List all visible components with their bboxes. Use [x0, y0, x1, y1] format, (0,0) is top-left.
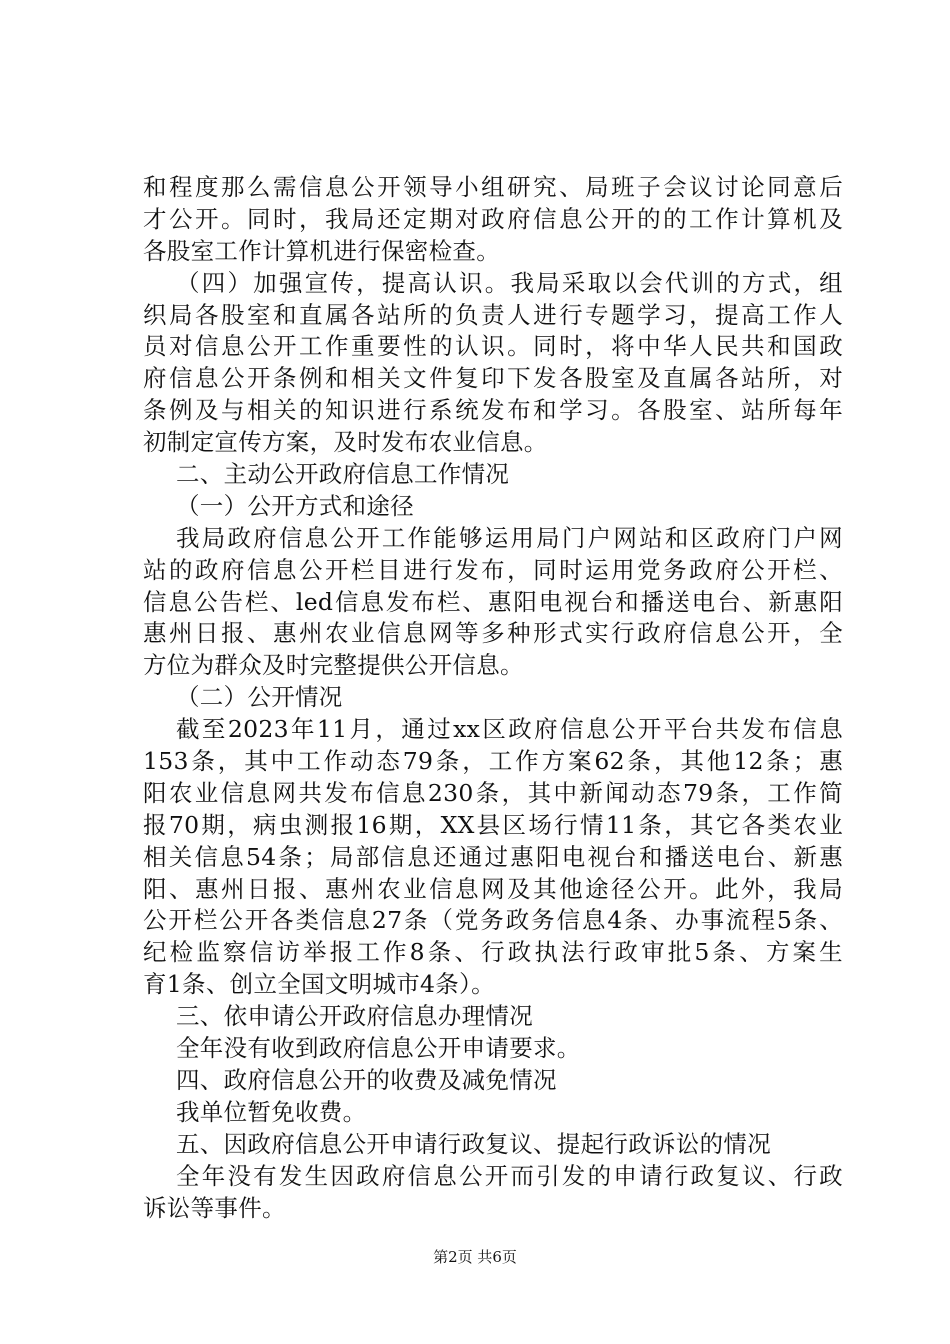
text-line: 相关信息54条；局部信息还通过惠阳电视台和播送电台、新惠: [143, 842, 843, 871]
text-line: 153条，其中工作动态79条，工作方案62条，其他12条；惠: [143, 747, 843, 776]
subsection-heading: （一）公开方式和途径: [176, 491, 414, 520]
text-line: 截至2023年11月，通过xx区政府信息公开平台共发布信息: [176, 715, 843, 744]
text-line: 惠州日报、惠州农业信息网等多种形式实行政府信息公开，全: [143, 619, 843, 648]
section-heading: 三、依申请公开政府信息办理情况: [176, 1002, 533, 1031]
text-line: 府信息公开条例和相关文件复印下发各股室及直属各站所，对: [143, 364, 843, 393]
text-line: （四）加强宣传，提高认识。我局采取以会代训的方式，组: [176, 268, 843, 297]
text-line: 公开栏公开各类信息27条（党务政务信息4条、办事流程5条、: [143, 906, 843, 935]
text-line: 阳农业信息网共发布信息230条，其中新闻动态79条，工作简: [143, 778, 843, 807]
text-line: 才公开。同时，我局还定期对政府信息公开的的工作计算机及: [143, 204, 843, 233]
subsection-heading: （二）公开情况: [176, 683, 343, 712]
text-line: 报70期，病虫测报16期，XX县区场行情11条，其它各类农业: [143, 810, 843, 839]
text-line: 阳、惠州日报、惠州农业信息网及其他途径公开。此外，我局: [143, 874, 843, 903]
text-line: 全年没有发生因政府信息公开而引发的申请行政复议、行政: [176, 1161, 843, 1190]
text-line: 初制定宣传方案，及时发布农业信息。: [143, 428, 548, 457]
text-line: 信息公告栏、led信息发布栏、惠阳电视台和播送电台、新惠阳: [143, 587, 843, 616]
text-line: 各股室工作计算机进行保密检查。: [143, 236, 500, 265]
text-line: 方位为群众及时完整提供公开信息。: [143, 651, 524, 680]
text-line: 和程度那么需信息公开领导小组研究、局班子会议讨论同意后: [143, 173, 843, 201]
section-heading: 五、因政府信息公开申请行政复议、提起行政诉讼的情况: [176, 1129, 771, 1158]
text-line: 员对信息公开工作重要性的认识。同时，将中华人民共和国政: [143, 332, 843, 361]
text-line: 我局政府信息公开工作能够运用局门户网站和区政府门户网: [176, 523, 843, 552]
text-line: 纪检监察信访举报工作8条、行政执法行政审批5条、方案生: [143, 938, 843, 967]
text-line: 站的政府信息公开栏目进行发布，同时运用党务政府公开栏、: [143, 555, 843, 584]
text-line: 全年没有收到政府信息公开申请要求。: [176, 1034, 581, 1063]
text-line: 织局各股室和直属各站所的负责人进行专题学习，提高工作人: [143, 300, 843, 329]
section-heading: 四、政府信息公开的收费及减免情况: [176, 1065, 557, 1094]
document-body: [143, 172, 843, 1224]
text-line: 育1条、创立全国文明城市4条）。: [143, 970, 495, 999]
text-line: 我单位暂免收费。: [176, 1097, 367, 1126]
text-line: 条例及与相关的知识进行系统发布和学习。各股室、站所每年: [143, 396, 843, 425]
text-line: 诉讼等事件。: [143, 1193, 286, 1222]
page-number-footer: 第2页 共6页: [433, 1248, 517, 1266]
section-heading: 二、主动公开政府信息工作情况: [176, 460, 510, 489]
